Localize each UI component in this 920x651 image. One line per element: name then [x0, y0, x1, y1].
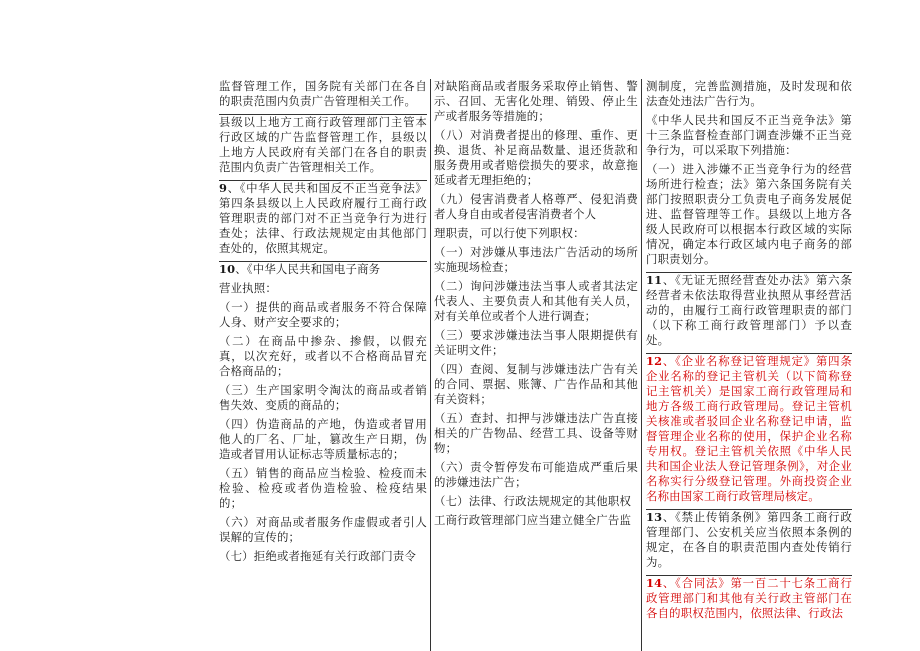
article-number: 13 [646, 510, 663, 524]
paragraph-text: 工商行政管理部门应当建立健全广告监 [434, 513, 632, 527]
paragraph [434, 79, 638, 124]
paragraph [434, 279, 638, 324]
paragraph [434, 460, 638, 490]
article-paragraph [646, 354, 852, 504]
paragraph-text: 监督管理工作，国务院有关部门在各自的职责范围内负责广告管理相关工作。 [219, 79, 427, 108]
paragraph [219, 383, 427, 413]
paragraph [219, 334, 427, 379]
paragraph-text: （四）伪造商品的产地，伪造或者冒用他人的厂名、厂址，篡改生产日期，伪造或者冒用认证标志等质量标志的； [219, 417, 427, 461]
paragraph [434, 192, 638, 222]
table-cell [434, 79, 638, 528]
document-page [219, 79, 852, 651]
paragraph-text: （八）对消费者提出的修理、重作、更换、退货、补足商品数量、退还货款和服务费用或者赔偿损失的要求，故意拖延或者无理拒绝的； [434, 128, 638, 187]
paragraph-text: 对缺陷商品或者服务采取停止销售、警示、召回、无害化处理、销毁、停止生产或者服务等措施的； [434, 79, 638, 123]
paragraph [646, 113, 852, 158]
paragraph-text: （一）进入涉嫌不正当竞争行为的经营场所进行检查；法》第六条国务院有关部门按照职责分工负责电子商务发展促进、监督管理等工作。县级以上地方各级人民政府可以根据本行政区域的实际情况，确定本行政区域内电子商务的部门职责划分。 [646, 162, 852, 266]
article-paragraph [646, 510, 852, 570]
paragraph [219, 515, 427, 545]
paragraph-text: （七）法律、行政法规规定的其他职权 [434, 494, 632, 508]
paragraph [434, 245, 638, 275]
paragraph-text: （五）查封、扣押与涉嫌违法广告直接相关的广告物品、经营工具、设备等财物； [434, 411, 638, 455]
article-paragraph [219, 262, 427, 277]
article-paragraph [646, 273, 852, 348]
table-cell [219, 261, 427, 564]
paragraph [434, 494, 638, 509]
paragraph [219, 300, 427, 330]
table-cell [646, 575, 852, 621]
paragraph-text: 理职责，可以行使下列职权： [434, 226, 585, 240]
article-paragraph [646, 576, 852, 621]
paragraph-text: （五）销售的商品应当检验、检疫而未检验、检疫或者伪造检验、检疫结果的； [219, 466, 427, 510]
article-number: 11 [646, 273, 663, 287]
article-paragraph [219, 181, 427, 256]
paragraph-text: （一）提供的商品或者服务不符合保障人身、财产安全要求的； [219, 300, 427, 329]
table-cell [219, 114, 427, 175]
article-number: 14 [646, 576, 663, 590]
paragraph-text: 、《合同法》第一百二十七条工商行政管理部门和其他有关行政主管部门在各自的职权范围内，依照法律、行政法 [646, 576, 852, 620]
article-number: 10 [219, 262, 236, 276]
paragraph [434, 226, 638, 241]
column-1 [219, 79, 431, 651]
table-cell [219, 79, 427, 109]
paragraph-text: （二）在商品中掺杂、掺假，以假充真，以次充好，或者以不合格商品冒充合格商品的； [219, 334, 427, 378]
paragraph [434, 128, 638, 188]
table-cell [646, 79, 852, 267]
paragraph [434, 411, 638, 456]
table-cell [219, 180, 427, 256]
paragraph-text: （四）查阅、复制与涉嫌违法广告有关的合同、票据、账簿、广告作品和其他有关资料； [434, 362, 638, 406]
paragraph-text: （六）责令暂停发布可能造成严重后果的涉嫌违法广告； [434, 460, 638, 489]
article-number: 9 [219, 181, 228, 195]
paragraph [219, 115, 427, 175]
paragraph-text: （一）对涉嫌从事违法广告活动的场所实施现场检查； [434, 245, 638, 274]
table-cell [646, 353, 852, 504]
column-2 [431, 79, 642, 651]
paragraph-text: （六）对商品或者服务作虚假或者引人误解的宣传的； [219, 515, 427, 544]
paragraph-text: 、《禁止传销条例》第四条工商行政管理部门、公安机关应当依照本条例的规定，在各自的职责范围内查处传销行为。 [646, 510, 852, 569]
paragraph [219, 466, 427, 511]
paragraph [219, 417, 427, 462]
paragraph-text: （三）要求涉嫌违法当事人限期提供有关证明文件； [434, 328, 638, 357]
paragraph-text: 、《企业名称登记管理规定》第四条企业名称的登记主管机关（以下简称登记主管机关）是国家工商行政管理局和地方各级工商行政管理局。登记主管机关核准或者驳回企业名称登记申请，监督管理企业名称的使用，保护企业名称专用权。登记主管机关依照《中华人民共和国企业法人登记管理条例》，对企业名称实行分级登记管理。外商投资企业名称由国家工商行政管理局核定。 [646, 354, 852, 503]
paragraph-text: （二）询问涉嫌违法当事人或者其法定代表人、主要负责人和其他有关人员，对有关单位或者个人进行调查； [434, 279, 638, 323]
paragraph [434, 513, 638, 528]
paragraph-text: 营业执照： [219, 281, 277, 295]
paragraph [434, 362, 638, 407]
column-3 [642, 79, 852, 651]
article-number: 12 [646, 354, 663, 368]
paragraph-text: （九）侵害消费者人格尊严、侵犯消费者人身自由或者侵害消费者个人 [434, 192, 638, 221]
paragraph-text: 《中华人民共和国反不正当竞争法》第十三条监督检查部门调查涉嫌不正当竞争行为，可以采取下列措施： [646, 113, 852, 157]
paragraph [219, 79, 427, 109]
paragraph [434, 328, 638, 358]
paragraph-text: 测制度，完善监测措施，及时发现和依法查处违法广告行为。 [646, 79, 852, 108]
paragraph [646, 79, 852, 109]
paragraph-text: （七）拒绝或者拖延有关行政部门责令 [219, 549, 417, 563]
paragraph-text: 县级以上地方工商行政管理部门主管本行政区域的广告监督管理工作，县级以上地方人民政府有关部门在各自的职责范围内负责广告管理相关工作。 [219, 115, 427, 174]
paragraph [219, 549, 427, 564]
paragraph-text: （三）生产国家明令淘汰的商品或者销售失效、变质的商品的； [219, 383, 427, 412]
table-cell [646, 509, 852, 570]
paragraph [646, 162, 852, 267]
paragraph-text: 、《中华人民共和国电子商务 [235, 262, 381, 276]
paragraph-text: 、《无证无照经营查处办法》第六条经营者未依法取得营业执照从事经营活动的，由履行工商行政管理职责的部门（以下称工商行政管理部门）予以查处。 [646, 273, 852, 347]
paragraph [219, 281, 427, 296]
table-cell [646, 272, 852, 348]
paragraph-text: 、《中华人民共和国反不正当竞争法》第四条县级以上人民政府履行工商行政管理职责的部门对不正当竞争行为进行查处；法律、行政法规规定由其他部门查处的，依照其规定。 [219, 181, 427, 255]
